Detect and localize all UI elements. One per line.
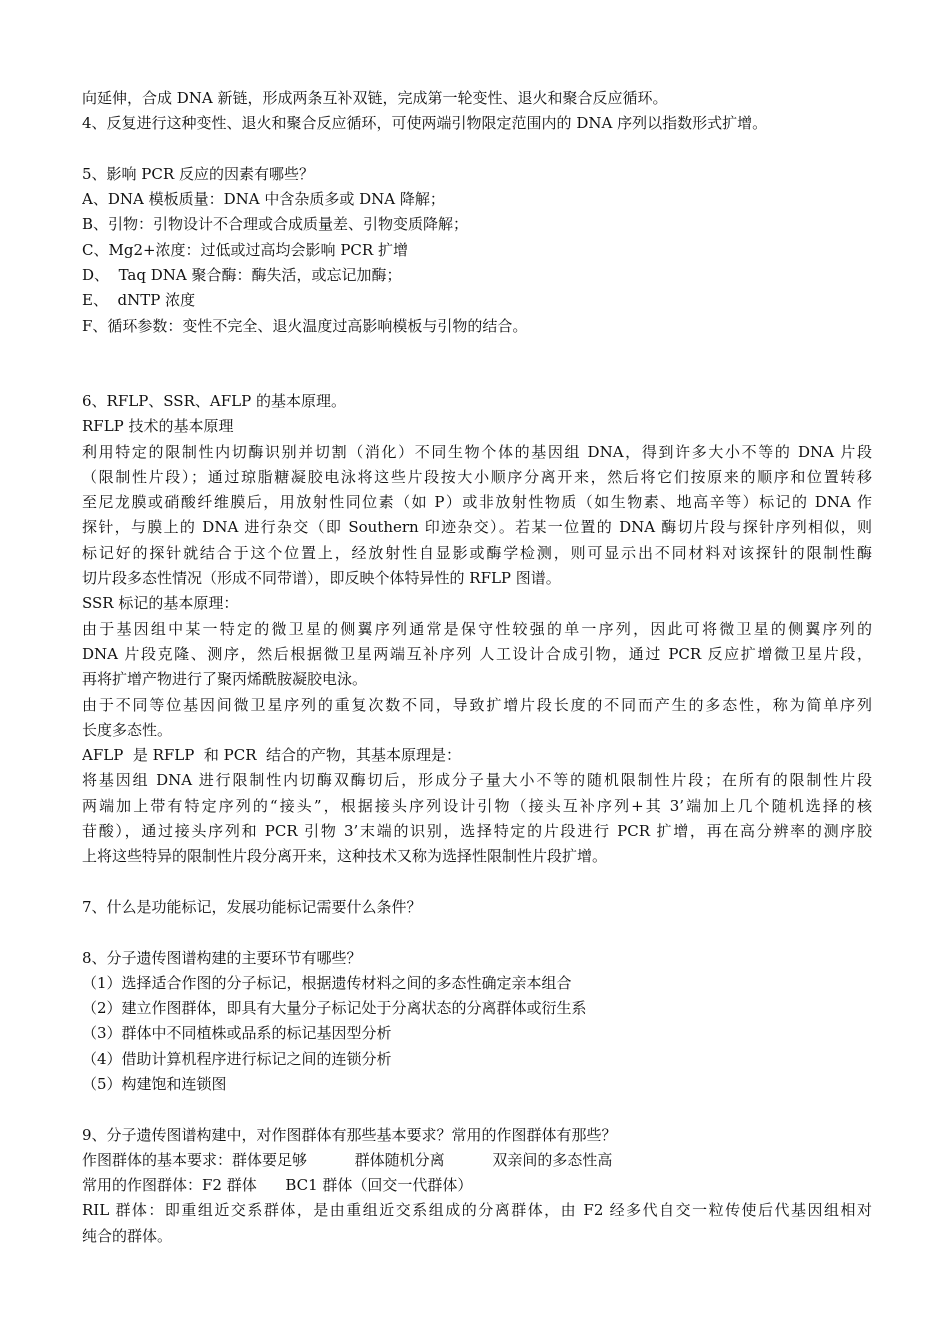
question-8-title: 8、分子遗传图谱构建的主要环节有哪些？ <box>82 948 362 967</box>
list-item: （5）构建饱和连锁图 <box>82 1074 227 1093</box>
paragraph-line: （限制性片段）；通过琼脂糖凝胶电泳将这些片段按大小顺序分离开来，然后将它们按原来的顺序和位置转移 <box>82 467 872 486</box>
spacer <box>82 870 872 895</box>
question-5-title: 5、影响 PCR 反应的因素有哪些？ <box>82 164 314 183</box>
list-item: F、循环参数：变性不完全、退火温度过高影响模板与引物的结合。 <box>82 316 528 335</box>
list-item: （4）借助计算机程序进行标记之间的连锁分析 <box>82 1049 392 1068</box>
paragraph-line: 由于不同等位基因间微卫星序列的重复次数不同，导致扩增片段长度的不同而产生的多态性，称为简单序列 <box>82 695 872 714</box>
paragraph-line: 再将扩增产物进行了聚丙烯酰胺凝胶电泳。 <box>82 670 368 689</box>
question-7-title: 7、什么是功能标记，发展功能标记需要什么条件？ <box>82 897 422 916</box>
document-body <box>82 86 872 1249</box>
list-item: A、DNA 模板质量：DNA 中含杂质多或 DNA 降解； <box>82 190 445 209</box>
list-item: C、Mg2+浓度：过低或过高均会影响 PCR 扩增 <box>82 240 408 259</box>
spacer <box>82 137 872 162</box>
paragraph-line: 长度多态性。 <box>82 720 173 739</box>
section-heading: SSR 标记的基本原理： <box>82 594 239 613</box>
list-item: （3）群体中不同植株或品系的标记基因型分析 <box>82 1024 392 1043</box>
section-heading: RFLP 技术的基本原理 <box>82 417 234 436</box>
text-line: 4、反复进行这种变性、退火和聚合反应循环，可使两端引物限定范围内的 DNA 序列以指数形式扩增。 <box>82 114 768 133</box>
paragraph-line: 由于基因组中某一特定的微卫星的侧翼序列通常是保守性较强的单一序列，因此可将微卫星的侧翼序列的 <box>82 619 872 638</box>
question-6-title: 6、RFLP、SSR、AFLP 的基本原理。 <box>82 391 346 410</box>
list-item: B、引物：引物设计不合理或合成质量差、引物变质降解； <box>82 215 469 234</box>
list-item: D、 Taq DNA 聚合酶：酶失活，或忘记加酶； <box>82 266 402 285</box>
paragraph-line: 标记好的探针就结合于这个位置上，经放射性自显影或酶学检测，则可显示出不同材料对该探针的限制性酶 <box>82 543 872 562</box>
paragraph-line: 纯合的群体。 <box>82 1226 173 1245</box>
text-line: 向延伸，合成 DNA 新链，形成两条互补双链，完成第一轮变性、退火和聚合反应循环。 <box>82 89 668 107</box>
list-item: （2）建立作图群体，即具有大量分子标记处于分离状态的分离群体或衍生系 <box>82 999 587 1018</box>
paragraph-line: DNA 片段克隆、测序，然后根据微卫星两端互补序列 人工设计合成引物，通过 PCR 反应扩增微卫星片段， <box>82 644 872 663</box>
paragraph-line: 探针，与膜上的 DNA 进行杂交（即 Southern 印迹杂交）。若某一位置的 DNA 酶切片段与探针序列相似，则 <box>82 518 872 537</box>
list-item: E、 dNTP 浓度 <box>82 291 196 310</box>
paragraph-line: 至尼龙膜或硝酸纤维膜后，用放射性同位素（如 P）或非放射性物质（如生物素、地高辛等）标记的 DNA 作 <box>82 493 872 512</box>
spacer <box>82 339 872 389</box>
paragraph-line: 常用的作图群体：F2 群体 BC1 群体（回交一代群体） <box>82 1176 473 1195</box>
paragraph-line: 切片段多态性情况（形成不同带谱），即反映个体特异性的 RFLP 图谱。 <box>82 569 561 588</box>
paragraph-line: 苷酸），通过接头序列和 PCR 引物 3’末端的识别，选择特定的片段进行 PCR 扩增，再在高分辨率的测序胶 <box>82 822 872 841</box>
question-9-title: 9、分子遗传图谱构建中，对作图群体有那些基本要求？常用的作图群体有那些？ <box>82 1125 617 1144</box>
section-heading: AFLP 是 RFLP 和 PCR 结合的产物，其基本原理是： <box>82 746 462 765</box>
spacer <box>82 920 872 945</box>
paragraph-line: 作图群体的基本要求：群体要足够 群体随机分离 双亲间的多态性高 <box>82 1150 613 1169</box>
paragraph-line: 上将这些特异的限制性片段分离开来，这种技术又称为选择性限制性片段扩增。 <box>82 847 608 866</box>
paragraph-line: 利用特定的限制性内切酶识别并切割（消化）不同生物个体的基因组 DNA，得到许多大小不等的 DNA 片段 <box>82 442 872 461</box>
paragraph-line: 将基因组 DNA 进行限制性内切酶双酶切后，形成分子量大小不等的随机限制性片段；在所有的限制性片段 <box>82 771 872 790</box>
list-item: （1）选择适合作图的分子标记，根据遗传材料之间的多态性确定亲本组合 <box>82 973 572 992</box>
paragraph-line: 两端加上带有特定序列的“接头”，根据接头序列设计引物（接头互补序列+其 3’端加上几个随机选择的核 <box>82 796 872 815</box>
spacer <box>82 1097 872 1122</box>
paragraph-line: RIL 群体：即重组近交系群体，是由重组近交系组成的分离群体，由 F2 经多代自交一粒传使后代基因组相对 <box>82 1201 872 1220</box>
